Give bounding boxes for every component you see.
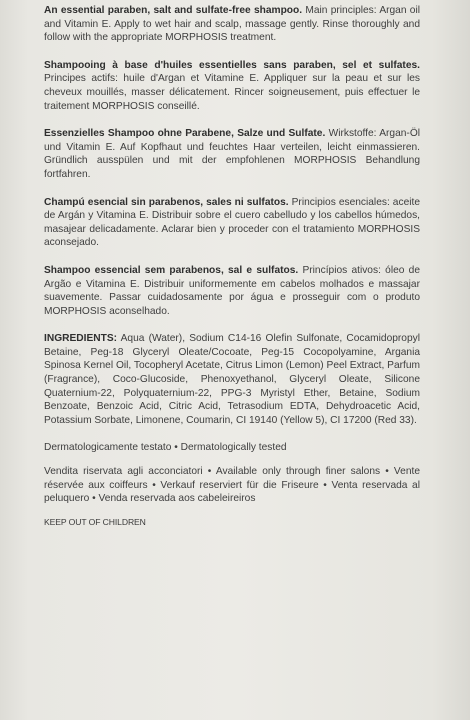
french-body: Principes actifs: huile d'Argan et Vitamine E. Appliquer sur la peau et sur les cheveux mouillés, masser délicatement. Rincer soigneusement, puis effectuer le traitement MORPHOSIS conseillé. <box>44 73 420 112</box>
spanish-description <box>44 196 420 250</box>
german-description <box>44 127 420 181</box>
portuguese-body: Princípios ativos: óleo de Argão e Vitamina E. Distribuir uniformemente em cabelos molhados e massajar suavemente. Passar cuidadosamente por água e prosseguir com o produto MORPHOSIS aconselhado. <box>44 264 420 317</box>
distribution-note: Vendita riservata agli acconciatori • Available only through finer salons • Vente réservée aux coiffeurs • Verkauf reserviert für die Friseure • Venta reservada al peluquero • Venda reservada aos cabeleireiros <box>44 466 420 505</box>
french-heading: Shampooing à base d'huiles essentielles sans paraben, sel et sulfates. <box>44 59 420 71</box>
ingredients-body: Aqua (Water), Sodium C14-16 Olefin Sulfonate, Cocamidopropyl Betaine, Peg-18 Glyceryl Oleate/Cocoate, Peg-15 Cocopolyamine, Argania Spinosa Kernel Oil, Tocopheryl Acetate, Citrus Limon (Lemon) Peel Extract, Parfum (Fragrance), Coco-Glucoside, Phenoxyethanol, Glyceryl Oleate, Silicone Quaternium-22, Polyquaternium-22, PPG-3 Myristyl Ether, Betaine, Sodium Benzoate, Benzoic Acid, Citric Acid, Tetrasodium EDTA, Dehydroacetic Acid, Potassium Sorbate, Limonene, Coumarin, CI 19140 (Yellow 5), CI 17200 (Red 33). <box>44 333 420 426</box>
ingredients-list <box>44 332 420 427</box>
english-heading: An essential paraben, salt and sulfate-free shampoo. <box>44 5 303 16</box>
english-description <box>44 4 420 45</box>
safety-warning: KEEP OUT OF CHILDREN <box>44 516 146 527</box>
ingredients-heading: INGREDIENTS: <box>44 333 118 345</box>
spanish-heading: Champú esencial sin parabenos, sales ni sulfatos. <box>44 196 289 208</box>
german-heading: Essenzielles Shampoo ohne Parabene, Salze und Sulfate. <box>44 128 326 140</box>
english-body: Main principles: Argan oil and Vitamin E. Apply to wet hair and scalp, massage gently. Rinse thoroughly and follow with the appropriate MORPHOSIS treatment. <box>44 5 420 44</box>
german-body: Wirkstoffe: Argan-Öl und Vitamin E. Auf Kopfhaut und feuchtes Haar verteilen, leicht einmassieren. Gründlich ausspülen und mit der empfohlenen MORPHOSIS Behandlung fortfahren. <box>44 128 421 180</box>
dermatology-note: Dermatologicamente testato • Dermatologically tested <box>44 442 287 454</box>
portuguese-heading: Shampoo essencial sem parabenos, sal e sulfatos. <box>44 264 299 276</box>
product-label-text <box>44 4 420 529</box>
portuguese-description <box>44 264 420 318</box>
french-description <box>44 59 420 113</box>
spanish-body: Principios esenciales: aceite de Argán y Vitamina E. Distribuir sobre el cuero cabelludo y los cabellos húmedos, masajear delicadamente. Aclarar bien y proceder con el tratamiento MORPHOSIS aconsejado. <box>44 196 420 249</box>
